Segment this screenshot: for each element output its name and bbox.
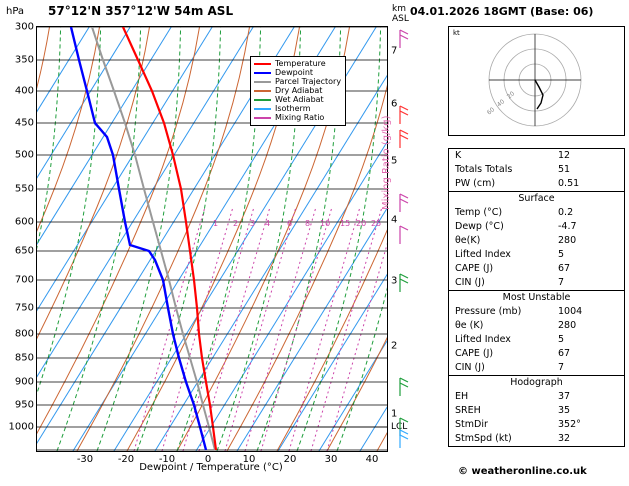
height-tick-4: 4 (391, 214, 398, 226)
ytick-400: 400 (14, 85, 34, 97)
temperature-line (123, 27, 219, 450)
svg-text:60: 60 (485, 106, 497, 117)
legend-swatch-temperature (254, 63, 271, 65)
info-row-eh (449, 390, 624, 404)
legend-item-isotherm (254, 104, 341, 113)
info-row-pw (449, 177, 624, 191)
height-axis-unit-line2: ASL (392, 14, 409, 24)
ytick-550: 550 (14, 183, 34, 195)
info-row-sfc-cin (449, 276, 624, 290)
info-label-stmdir: StmDir (455, 419, 488, 430)
wind-barb-600 (400, 226, 408, 244)
ytick-1000: 1000 (8, 421, 34, 433)
ytick-900: 900 (14, 376, 34, 388)
info-value-pw: 0.51 (558, 178, 580, 189)
info-value-stmdir: 352° (558, 419, 581, 430)
chart-legend (250, 56, 346, 126)
legend-label-parcel: Parcel Trajectory (275, 77, 342, 86)
legend-item-wet-adiabat (254, 95, 341, 104)
ytick-350: 350 (14, 54, 34, 66)
info-label-pw: PW (cm) (455, 178, 496, 189)
svg-text:20: 20 (505, 90, 517, 101)
legend-item-mixing-ratio (254, 113, 341, 122)
info-value-mu-li: 5 (558, 334, 565, 345)
hodograph-svg (449, 27, 622, 133)
legend-item-parcel (254, 77, 341, 86)
wind-barb-700 (400, 274, 408, 292)
xtick-40: 40 (365, 454, 379, 465)
info-row-mu-theta-e (449, 319, 624, 333)
height-tick-1: 1 (391, 408, 398, 420)
info-value-eh: 37 (558, 391, 571, 402)
mixing-tick-6: 6 (287, 219, 293, 228)
hodograph-panel (448, 26, 625, 136)
wind-barb-column (388, 26, 412, 450)
height-axis-unit-line1: km (392, 4, 406, 14)
height-tick-6: 6 (391, 98, 398, 110)
info-row-sfc-li (449, 248, 624, 262)
wind-barb-850 (400, 378, 408, 396)
info-value-k: 12 (558, 150, 571, 161)
info-label-sfc-temp: Temp (°C) (455, 207, 503, 218)
info-row-mu-li (449, 333, 624, 347)
info-value-mu-cin: 7 (558, 362, 565, 373)
legend-label-mixing-ratio: Mixing Ratio (275, 113, 325, 122)
info-row-k (449, 149, 624, 163)
mixing-ratio-lines (134, 207, 398, 451)
legend-swatch-parcel (254, 81, 271, 83)
info-row-totals (449, 163, 624, 177)
info-label-k: K (455, 150, 462, 161)
info-row-mu-pressure (449, 305, 624, 319)
legend-label-temperature: Temperature (275, 59, 326, 68)
wind-barb-450 (400, 130, 408, 148)
legend-swatch-dewpoint (254, 72, 271, 74)
ytick-450: 450 (14, 117, 34, 129)
info-row-mu-cin (449, 361, 624, 375)
mixing-tick-20: 20 (356, 219, 367, 228)
xtick-0: 0 (204, 454, 212, 465)
info-header-most-unstable: Most Unstable (449, 290, 624, 305)
height-tick-5: 5 (391, 155, 398, 167)
lcl-label: LCL (391, 422, 408, 432)
ytick-950: 950 (14, 399, 34, 411)
info-label-mu-li: Lifted Index (455, 334, 511, 345)
info-row-sfc-cape (449, 262, 624, 276)
ytick-650: 650 (14, 245, 34, 257)
info-label-mu-theta-e: θe (K) (455, 320, 484, 331)
ytick-850: 850 (14, 352, 34, 364)
mixing-tick-25: 25 (371, 219, 382, 228)
info-row-sfc-theta-e (449, 234, 624, 248)
ytick-300: 300 (14, 21, 34, 33)
ytick-700: 700 (14, 274, 34, 286)
info-row-mu-cape (449, 347, 624, 361)
legend-swatch-wet-adiabat (254, 99, 271, 101)
ytick-800: 800 (14, 328, 34, 340)
height-tick-2: 2 (391, 340, 398, 352)
xtick-20: 20 (283, 454, 297, 465)
legend-item-dewpoint (254, 68, 341, 77)
xtick--20: -20 (117, 454, 135, 465)
mixing-tick-3: 3 (250, 219, 256, 228)
info-row-stmdir (449, 418, 624, 432)
hodograph-unit-label: kt (453, 29, 460, 37)
sounding-indices-table (448, 148, 625, 447)
info-value-mu-theta-e: 280 (558, 320, 577, 331)
height-tick-7: 7 (391, 45, 398, 57)
mixing-tick-15: 15 (340, 219, 351, 228)
legend-item-temperature (254, 59, 341, 68)
station-title: 57°12'N 357°12'W 54m ASL (48, 4, 234, 18)
info-header-surface: Surface (449, 191, 624, 206)
mixing-tick-2: 2 (233, 219, 239, 228)
info-value-mu-pressure: 1004 (558, 306, 583, 317)
height-axis-unit (392, 4, 409, 24)
wind-barb-upper (400, 30, 408, 48)
ytick-750: 750 (14, 302, 34, 314)
info-value-sfc-theta-e: 280 (558, 235, 577, 246)
info-label-sfc-dewp: Dewp (°C) (455, 221, 504, 232)
legend-label-isotherm: Isotherm (275, 104, 311, 113)
legend-label-dewpoint: Dewpoint (275, 68, 314, 77)
info-value-mu-cape: 67 (558, 348, 571, 359)
legend-label-wet-adiabat: Wet Adiabat (275, 95, 324, 104)
mixing-tick-1: 1 (213, 219, 219, 228)
xtick--10: -10 (158, 454, 176, 465)
mixing-tick-4: 4 (265, 219, 271, 228)
info-label-mu-cin: CIN (J) (455, 362, 485, 373)
info-label-mu-pressure: Pressure (mb) (455, 306, 522, 317)
skewt-plot (8, 21, 408, 465)
info-value-sreh: 35 (558, 405, 571, 416)
legend-item-dry-adiabat (254, 86, 341, 95)
info-value-sfc-cin: 7 (558, 277, 565, 288)
info-label-sfc-theta-e: θe(K) (455, 235, 481, 246)
info-value-sfc-li: 5 (558, 249, 565, 260)
run-title: 04.01.2026 18GMT (Base: 06) (410, 5, 594, 18)
info-row-sfc-temp (449, 206, 624, 220)
mixing-tick-8: 8 (305, 219, 311, 228)
legend-swatch-dry-adiabat (254, 90, 271, 92)
info-row-sreh (449, 404, 624, 418)
height-tick-3: 3 (391, 275, 398, 287)
info-header-hodograph: Hodograph (449, 375, 624, 390)
copyright-credit: © weatheronline.co.uk (458, 466, 587, 477)
legend-swatch-isotherm (254, 108, 271, 110)
info-value-sfc-temp: 0.2 (558, 207, 574, 218)
info-label-eh: EH (455, 391, 469, 402)
info-label-stmspd: StmSpd (kt) (455, 433, 512, 444)
info-label-sfc-li: Lifted Index (455, 249, 511, 260)
wind-barb-surface (400, 430, 408, 448)
xtick--30: -30 (76, 454, 94, 465)
wind-barb-500 (400, 194, 408, 212)
info-value-sfc-dewp: -4.7 (558, 221, 577, 232)
info-value-stmspd: 32 (558, 433, 571, 444)
legend-label-dry-adiabat: Dry Adiabat (275, 86, 323, 95)
info-row-sfc-dewp (449, 220, 624, 234)
pressure-axis-unit: hPa (6, 6, 25, 17)
info-label-sfc-cin: CIN (J) (455, 277, 485, 288)
xtick-30: 30 (324, 454, 338, 465)
info-row-stmspd (449, 432, 624, 446)
wind-barb-400 (400, 106, 408, 124)
hodograph-ring-labels (486, 90, 516, 116)
x-axis-title: Dewpoint / Temperature (°C) (139, 462, 283, 473)
xtick-10: 10 (242, 454, 256, 465)
legend-swatch-mixing-ratio (254, 117, 271, 119)
svg-text:40: 40 (495, 98, 507, 109)
mixing-tick-10: 10 (320, 219, 331, 228)
ytick-600: 600 (14, 216, 34, 228)
mixing-ratio-axis-title: Mixing Ratio (g/kg) (381, 115, 392, 210)
info-value-totals: 51 (558, 164, 571, 175)
info-label-totals: Totals Totals (455, 164, 513, 175)
info-label-sreh: SREH (455, 405, 481, 416)
ytick-500: 500 (14, 149, 34, 161)
info-label-sfc-cape: CAPE (J) (455, 263, 494, 274)
info-value-sfc-cape: 67 (558, 263, 571, 274)
info-label-mu-cape: CAPE (J) (455, 348, 494, 359)
